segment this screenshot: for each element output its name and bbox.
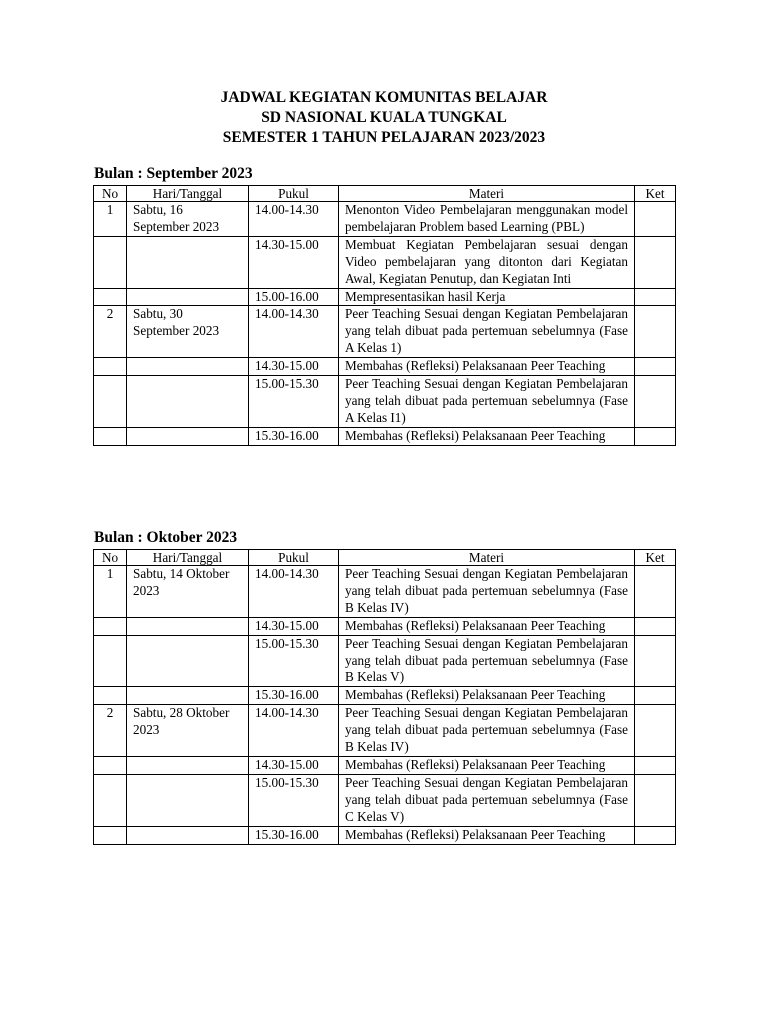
cell-no (94, 826, 127, 844)
cell-no: 2 (94, 306, 127, 358)
cell-materi: Peer Teaching Sesuai dengan Kegiatan Pembelajaran yang telah dibuat pada pertemuan sebelumnya (Fase B Kelas IV) (339, 705, 635, 757)
cell-materi: Peer Teaching Sesuai dengan Kegiatan Pembelajaran yang telah dibuat pada pertemuan sebelumnya (Fase A Kelas I1) (339, 376, 635, 428)
cell-materi: Membahas (Refleksi) Pelaksanaan Peer Teaching (339, 756, 635, 774)
cell-ket (635, 705, 676, 757)
table-row (94, 358, 676, 376)
cell-ket (635, 358, 676, 376)
cell-materi: Mempresentasikan hasil Kerja (339, 288, 635, 306)
cell-hari-tanggal (127, 358, 249, 376)
header-pukul: Pukul (249, 186, 339, 202)
cell-no (94, 774, 127, 826)
cell-no: 1 (94, 202, 127, 237)
header-no: No (94, 186, 127, 202)
cell-hari-tanggal (127, 635, 249, 687)
table-row (94, 617, 676, 635)
cell-materi: Peer Teaching Sesuai dengan Kegiatan Pembelajaran yang telah dibuat pada pertemuan sebelumnya (Fase B Kelas V) (339, 635, 635, 687)
document-title: JADWAL KEGIATAN KOMUNITAS BELAJAR (220, 89, 548, 106)
cell-pukul: 15.00-15.30 (249, 635, 339, 687)
schedule-table-oktober (93, 549, 676, 845)
table-row (94, 756, 676, 774)
table-row (94, 774, 676, 826)
header-hari-tanggal: Hari/Tanggal (127, 550, 249, 566)
table-row (94, 202, 676, 237)
table-header-row (94, 186, 676, 202)
month-heading-september: Bulan : September 2023 (94, 165, 253, 182)
cell-hari-tanggal (127, 376, 249, 428)
header-ket: Ket (635, 186, 676, 202)
cell-no (94, 427, 127, 445)
table-row (94, 376, 676, 428)
cell-hari-tanggal: Sabtu, 16 September 2023 (127, 202, 249, 237)
cell-materi: Membahas (Refleksi) Pelaksanaan Peer Teaching (339, 617, 635, 635)
cell-no: 2 (94, 705, 127, 757)
table-header-row (94, 550, 676, 566)
cell-pukul: 15.00-15.30 (249, 774, 339, 826)
table-row (94, 288, 676, 306)
cell-hari-tanggal (127, 687, 249, 705)
table-row (94, 566, 676, 618)
cell-ket (635, 774, 676, 826)
cell-ket (635, 288, 676, 306)
cell-pukul: 14.30-15.00 (249, 617, 339, 635)
cell-pukul: 15.00-16.00 (249, 288, 339, 306)
cell-ket (635, 756, 676, 774)
header-ket: Ket (635, 550, 676, 566)
cell-no (94, 236, 127, 288)
cell-hari-tanggal: Sabtu, 14 Oktober 2023 (127, 566, 249, 618)
school-name: SD NASIONAL KUALA TUNGKAL (261, 109, 507, 126)
table-row (94, 826, 676, 844)
cell-no (94, 288, 127, 306)
cell-no (94, 376, 127, 428)
table-row (94, 427, 676, 445)
cell-no: 1 (94, 566, 127, 618)
cell-hari-tanggal (127, 774, 249, 826)
cell-no (94, 687, 127, 705)
cell-hari-tanggal (127, 236, 249, 288)
header-hari-tanggal: Hari/Tanggal (127, 186, 249, 202)
cell-pukul: 14.30-15.00 (249, 756, 339, 774)
table-row (94, 236, 676, 288)
month-heading-oktober: Bulan : Oktober 2023 (94, 529, 238, 546)
cell-pukul: 14.30-15.00 (249, 358, 339, 376)
cell-hari-tanggal (127, 288, 249, 306)
cell-hari-tanggal: Sabtu, 28 Oktober 2023 (127, 705, 249, 757)
cell-no (94, 358, 127, 376)
cell-materi: Menonton Video Pembelajaran menggunakan model pembelajaran Problem based Learning (PBL) (339, 202, 635, 237)
cell-ket (635, 236, 676, 288)
cell-ket (635, 566, 676, 618)
table-row (94, 705, 676, 757)
cell-ket (635, 687, 676, 705)
cell-pukul: 15.30-16.00 (249, 687, 339, 705)
cell-no (94, 617, 127, 635)
cell-pukul: 14.00-14.30 (249, 202, 339, 237)
cell-materi: Membahas (Refleksi) Pelaksanaan Peer Teaching (339, 826, 635, 844)
header-materi: Materi (339, 550, 635, 566)
table-row (94, 635, 676, 687)
cell-materi: Membahas (Refleksi) Pelaksanaan Peer Teaching (339, 427, 635, 445)
cell-pukul: 15.30-16.00 (249, 826, 339, 844)
cell-ket (635, 617, 676, 635)
cell-no (94, 635, 127, 687)
cell-materi: Membuat Kegiatan Pembelajaran sesuai dengan Video pembelajaran yang ditonton dari Kegiatan Awal, Kegiatan Penutup, dan Kegiatan Inti (339, 236, 635, 288)
cell-hari-tanggal (127, 826, 249, 844)
table-row (94, 687, 676, 705)
table-row (94, 306, 676, 358)
cell-ket (635, 427, 676, 445)
cell-materi: Peer Teaching Sesuai dengan Kegiatan Pembelajaran yang telah dibuat pada pertemuan sebelumnya (Fase B Kelas IV) (339, 566, 635, 618)
cell-pukul: 14.00-14.30 (249, 705, 339, 757)
cell-no (94, 756, 127, 774)
header-pukul: Pukul (249, 550, 339, 566)
cell-pukul: 15.00-15.30 (249, 376, 339, 428)
cell-hari-tanggal (127, 427, 249, 445)
semester-title: SEMESTER 1 TAHUN PELAJARAN 2023/2023 (222, 129, 546, 146)
cell-ket (635, 306, 676, 358)
cell-materi: Peer Teaching Sesuai dengan Kegiatan Pembelajaran yang telah dibuat pada pertemuan sebelumnya (Fase C Kelas V) (339, 774, 635, 826)
cell-ket (635, 635, 676, 687)
cell-hari-tanggal (127, 617, 249, 635)
cell-pukul: 15.30-16.00 (249, 427, 339, 445)
cell-pukul: 14.30-15.00 (249, 236, 339, 288)
schedule-table-september (93, 185, 676, 446)
cell-materi: Peer Teaching Sesuai dengan Kegiatan Pembelajaran yang telah dibuat pada pertemuan sebelumnya (Fase A Kelas 1) (339, 306, 635, 358)
cell-ket (635, 376, 676, 428)
cell-hari-tanggal (127, 756, 249, 774)
cell-ket (635, 826, 676, 844)
cell-ket (635, 202, 676, 237)
cell-materi: Membahas (Refleksi) Pelaksanaan Peer Teaching (339, 687, 635, 705)
cell-pukul: 14.00-14.30 (249, 306, 339, 358)
header-no: No (94, 550, 127, 566)
cell-materi: Membahas (Refleksi) Pelaksanaan Peer Teaching (339, 358, 635, 376)
header-materi: Materi (339, 186, 635, 202)
cell-hari-tanggal: Sabtu, 30 September 2023 (127, 306, 249, 358)
cell-pukul: 14.00-14.30 (249, 566, 339, 618)
